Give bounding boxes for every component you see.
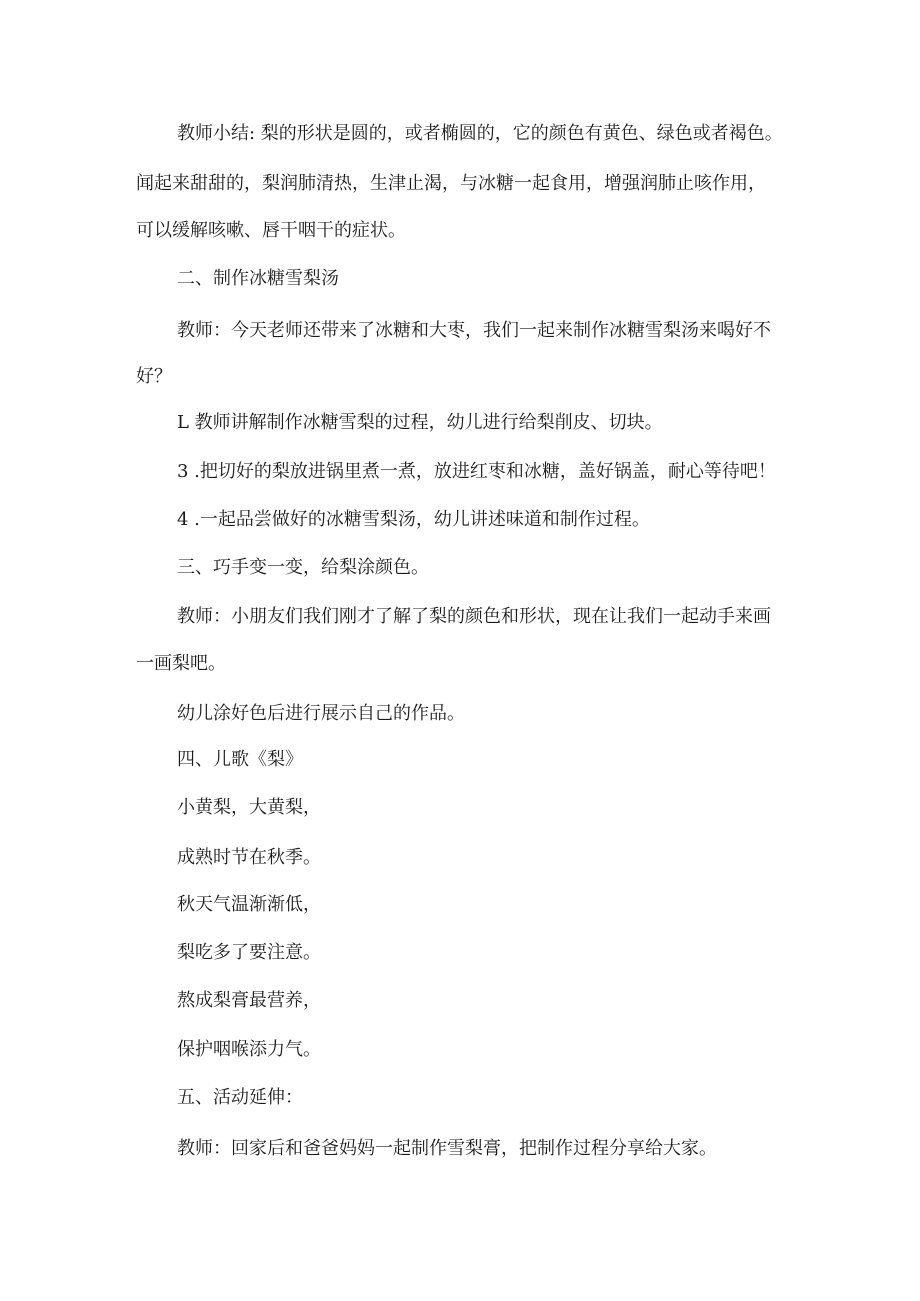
teacher-line-2: 好？ xyxy=(136,366,172,387)
teacher-draw-line-1: 教师：小朋友们我们刚才了解了梨的颜色和形状，现在让我们一起动手来画 xyxy=(177,606,771,627)
step-1: L 教师讲解制作冰糖雪梨的过程，幼儿进行给梨削皮、切块。 xyxy=(177,412,663,433)
section-heading-4: 四、儿歌《梨》 xyxy=(177,749,303,770)
section-heading-3: 三、巧手变一变，给梨涂颜色。 xyxy=(177,557,429,578)
teacher-draw-line-2: 一画梨吧。 xyxy=(136,653,226,674)
step-3: 3 .把切好的梨放进锅里煮一煮，放进红枣和冰糖，盖好锅盖，耐心等待吧！ xyxy=(177,461,776,482)
section-heading-2: 二、制作冰糖雪梨汤 xyxy=(177,268,339,289)
poem-line-5: 熬成梨膏最营养， xyxy=(177,990,321,1011)
summary-line-2: 闻起来甜甜的，梨润肺清热，生津止渴，与冰糖一起食用，增强润肺止咳作用， xyxy=(136,173,766,194)
section-heading-5: 五、活动延伸： xyxy=(177,1087,303,1108)
extension-line: 教师：回家后和爸爸妈妈一起制作雪梨膏，把制作过程分享给大家。 xyxy=(177,1138,717,1159)
teacher-line-1: 教师：今天老师还带来了冰糖和大枣，我们一起来制作冰糖雪梨汤来喝好不 xyxy=(177,320,771,341)
poem-line-2: 成熟时节在秋季。 xyxy=(177,847,321,868)
summary-line-3: 可以缓解咳嗽、唇干咽干的症状。 xyxy=(136,220,406,241)
step-4: 4 .一起品尝做好的冰糖雪梨汤，幼儿讲述味道和制作过程。 xyxy=(177,509,650,530)
poem-line-6: 保护咽喉添力气。 xyxy=(177,1039,321,1060)
poem-line-4: 梨吃多了要注意。 xyxy=(177,942,321,963)
summary-line-1: 教师小结: 梨的形状是圆的，或者椭圆的，它的颜色有黄色、绿色或者褐色。 xyxy=(177,123,783,144)
poem-line-3: 秋天气温渐渐低， xyxy=(177,894,321,915)
children-show-line: 幼儿涂好色后进行展示自己的作品。 xyxy=(177,703,465,724)
poem-line-1: 小黄梨，大黄梨， xyxy=(177,797,321,818)
